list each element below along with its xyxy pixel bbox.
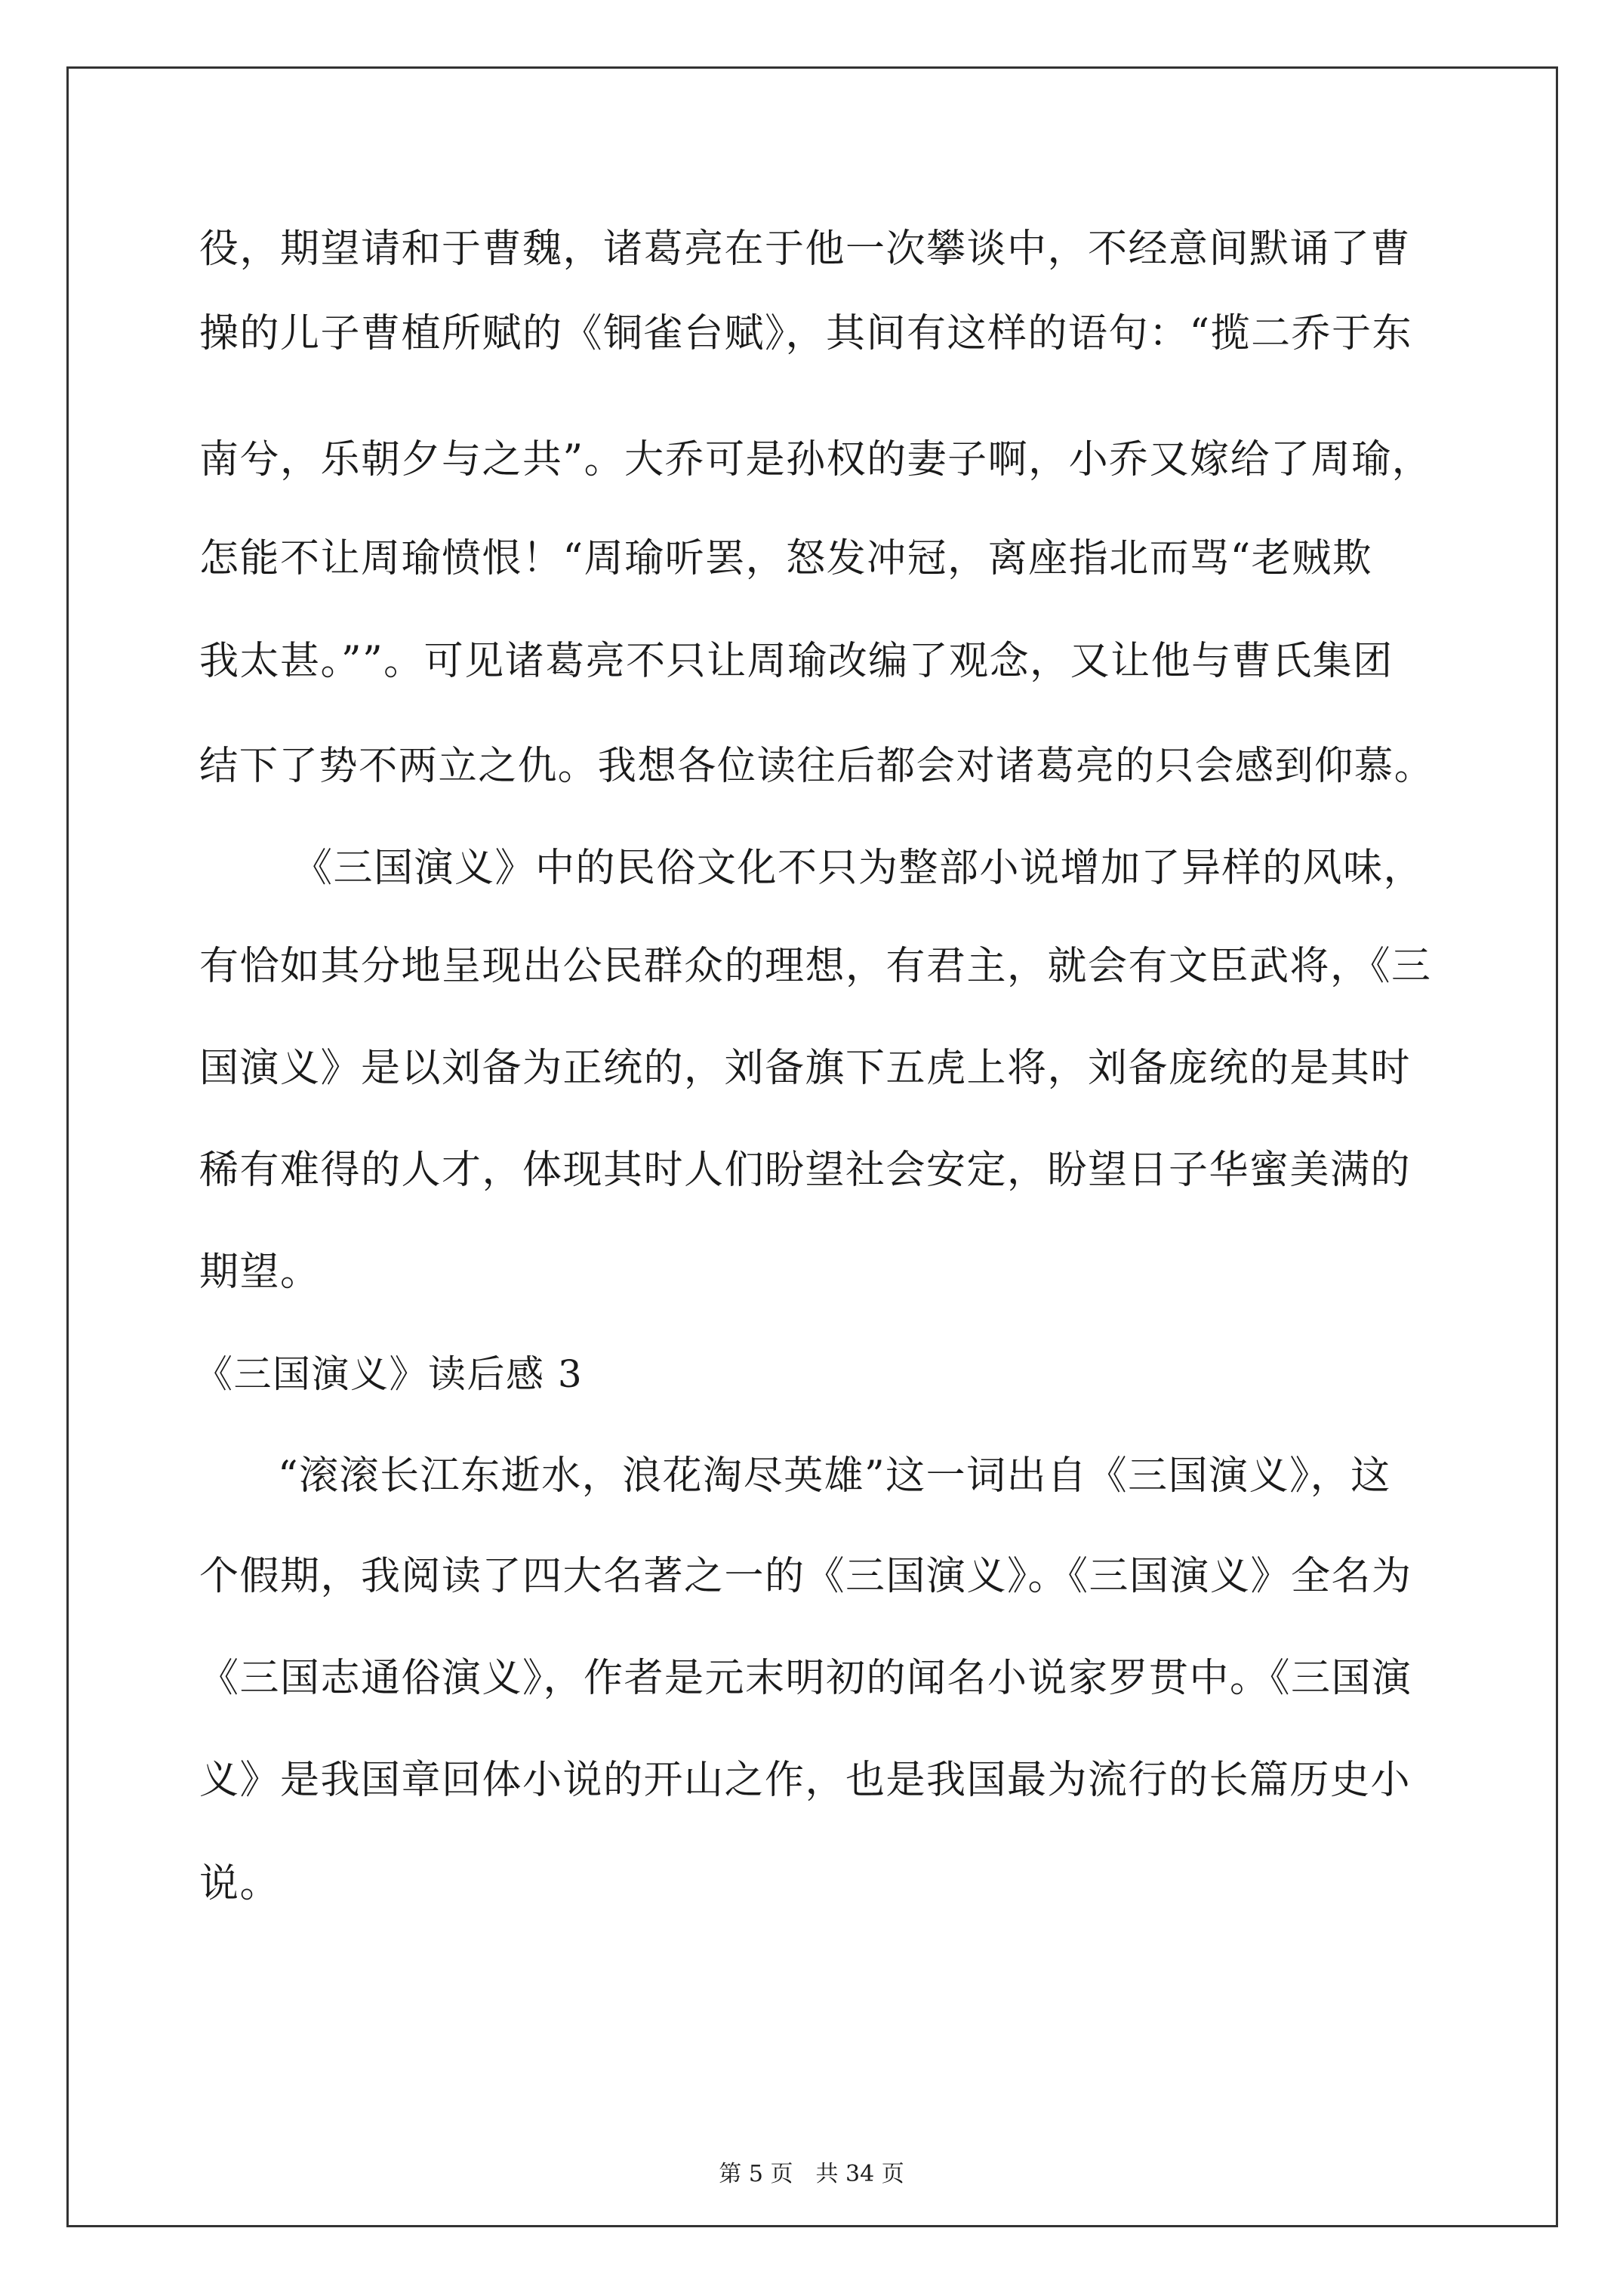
text-line: 结下了势不两立之仇。我想各位读往后都会对诸葛亮的只会感到仰慕。 bbox=[199, 744, 1434, 789]
text-line: 有恰如其分地呈现出公民群众的理想，有君主，就会有文臣武将，《三 bbox=[199, 944, 1432, 989]
text-line: 怎能不让周瑜愤恨！“周瑜听罢，怒发冲冠，离座指北而骂“老贼欺 bbox=[199, 536, 1373, 581]
text-line: 《三国志通俗演义》，作者是元末明初的闻名小说家罗贯中。《三国演 bbox=[199, 1656, 1412, 1701]
text-line: 操的儿子曹植所赋的《铜雀台赋》，其间有这样的语句：“揽二乔于东 bbox=[199, 311, 1413, 356]
paragraph-first-line: “滚滚长江东逝水，浪花淘尽英雄”这一词出自《三国演义》，这 bbox=[278, 1453, 1391, 1499]
page-number-footer: 第 5 页 共 34 页 bbox=[719, 2161, 904, 2187]
paragraph-first-line: 《三国演义》中的民俗文化不只为整部小说增加了异样的风味， bbox=[293, 846, 1424, 891]
text-line: 我太甚。””。可见诸葛亮不只让周瑜改编了观念，又让他与曹氏集团 bbox=[199, 639, 1394, 684]
text-line: 说。 bbox=[199, 1861, 281, 1906]
section-heading: 《三国演义》读后感 3 bbox=[195, 1352, 584, 1396]
text-line: 南兮，乐朝夕与之共”。大乔可是孙权的妻子啊，小乔又嫁给了周瑜， bbox=[199, 437, 1433, 482]
text-line: 个假期，我阅读了四大名著之一的《三国演义》。《三国演义》全名为 bbox=[199, 1554, 1412, 1599]
text-line: 期望。 bbox=[199, 1250, 321, 1295]
text-line: 义》是我国章回体小说的开山之作，也是我国最为流行的长篇历史小 bbox=[199, 1758, 1412, 1803]
text-line: 稀有难得的人才，体现其时人们盼望社会安定，盼望日子华蜜美满的 bbox=[199, 1148, 1412, 1193]
page-border bbox=[66, 66, 1558, 2227]
text-line: 国演义》是以刘备为正统的，刘备旗下五虎上将，刘备庞统的是其时 bbox=[199, 1046, 1412, 1091]
text-line: 役，期望请和于曹魏，诸葛亮在于他一次攀谈中，不经意间默诵了曹 bbox=[199, 227, 1412, 272]
